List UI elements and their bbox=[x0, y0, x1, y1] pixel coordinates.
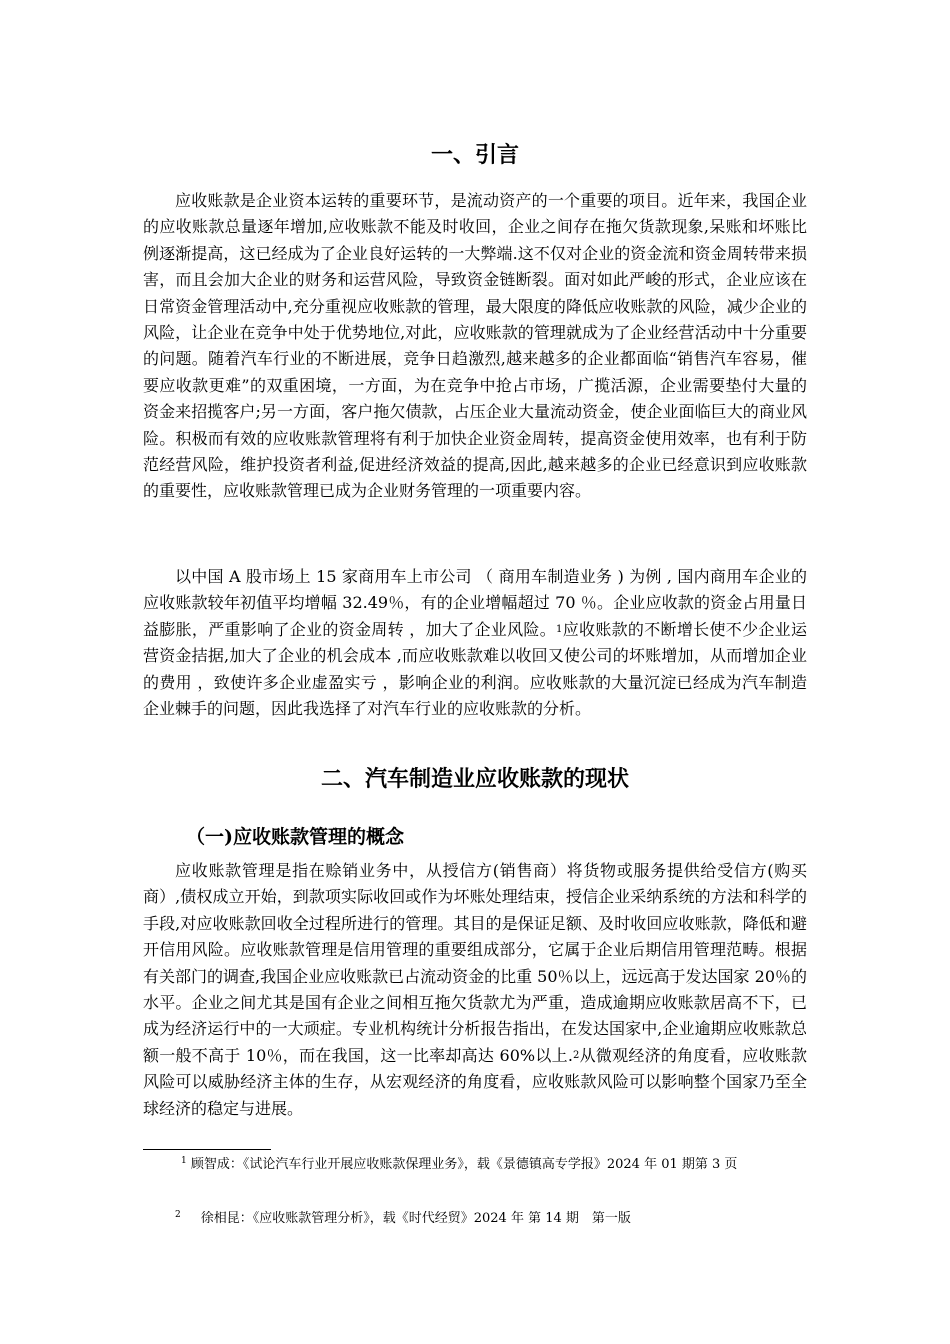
footnote-2-text: 徐相昆：《应收账款管理分析》，载《时代经贸》2024 年 第 14 期 第一版 bbox=[200, 1211, 631, 1226]
footnote-separator bbox=[143, 1149, 271, 1150]
footnote-2 bbox=[175, 1208, 815, 1231]
subsection-1-heading: （一)应收账款管理的概念 bbox=[186, 826, 404, 848]
section-1-paragraph-1-text: 应收账款是企业资本运转的重要环节，是流动资产的一个重要的项目。近年来，我国企业的应收账款总量逐年增加,应收账款不能及时收回，企业之间存在拖欠货款现象,呆账和坏账比例逐渐提高，这已经成为了企业良好运转的一大弊端.这不仅对企业的资金流和资金周转带来损害，而且会加大企业的财务和运营风险，导致资金链断裂。面对如此严峻的形式，企业应该在日常资金管理活动中,充分重视应收账款的管理，最大限度的降低应收账款的风险，减少企业的风险，让企业在竞争中处于优势地位,对此，应收账款的管理就成为了企业经营活动中十分重要的问题。随着汽车行业的不断进展，竞争日趋激烈,越来越多的企业都面临“销售汽车容易，催要应收款更难”的双重困境，一方面，为在竞争中抢占市场，广揽活源，企业需要垫付大量的资金来招揽客户;另一方面，客户拖欠债款，占压企业大量流动资金，使企业面临巨大的商业风险。积极而有效的应收账款管理将有利于加快企业资金周转，提高资金使用效率，也有利于防范经营风险，维护投资者利益,促进经济效益的提高,因此,越来越多的企业已经意识到应收账款的重要性，应收账款管理已成为企业财务管理的一项重要内容。 bbox=[143, 191, 807, 501]
footnote-1-text: 顾智成：《试论汽车行业开展应收账款保理业务》，载《景德镇高专学报》2024 年 01 期第 3 页 bbox=[186, 1157, 738, 1172]
section-1-paragraph-2-text-a: 以中国 A 股市场上 15 家商用车上市公司 （ 商用车制造业务 ) 为例 , 国内商用车企业的应收账款较年初值平均增幅 32.49％，有的企业增幅超过 70 ％。企业应收款的资金占用量日益膨胀，严重影响了企业的资金周转 ，加大了企业风险。 bbox=[143, 567, 807, 639]
footnote-ref-2[interactable]: 2 bbox=[572, 1049, 580, 1061]
section-2-paragraph-1 bbox=[143, 858, 807, 1122]
section-2-paragraph-1-text-a: 应收账款管理是指在赊销业务中，从授信方(销售商）将货物或服务提供给受信方(购买商）,债权成立开始，到款项实际收回或作为坏账处理结束，授信企业采纳系统的方法和科学的手段,对应收账款回收全过程所进行的管理。其目的是保证足额、及时收回应收账款，降低和避开信用风险。应收账款管理是信用管理的重要组成部分，它属于企业后期信用管理范畴。根据有关部门的调查,我国企业应收账款已占流动资金的比重 50％以上，远远高于发达国家 20％的水平。企业之间尤其是国有企业之间相互拖欠货款尤为严重，造成逾期应收账款居高不下，已成为经济运行中的一大顽症。专业机构统计分析报告指出，在发达国家中,企业逾期应收账款总额一般不高于 10％，而在我国，这一比率却高达 60%以上. bbox=[143, 861, 807, 1065]
footnote-ref-1[interactable]: 1 bbox=[556, 623, 563, 635]
footnote-1-number: 1 bbox=[181, 1156, 187, 1166]
section-1-paragraph-2-text-b: 应收账款的不断增长使不少企业运营资金拮据,加大了企业的机会成本 ,而应收账款难以收回又使公司的坏账增加，从而增加企业的费用 ，致使许多企业虚盈实亏 ，影响企业的利润。应收账款的大量沉淀已经成为汽车制造企业棘手的问题，因此我选择了对汽车行业的应收账款的分析。 bbox=[143, 619, 807, 719]
section-1-paragraph-1 bbox=[143, 188, 807, 505]
section-2-paragraph-1-text-b: 从微观经济的角度看，应收账款风险可以威胁经济主体的生存，从宏观经济的角度看，应收账款风险可以影响整个国家乃至全球经济的稳定与进展。 bbox=[143, 1045, 807, 1118]
footnote-2-number: 2 bbox=[175, 1210, 181, 1220]
section-2-heading: 二、汽车制造业应收账款的现状 bbox=[320, 767, 629, 792]
footnote-1 bbox=[143, 1154, 807, 1177]
section-1-heading: 一、引言 bbox=[430, 143, 519, 168]
section-1-paragraph-2 bbox=[143, 564, 807, 722]
